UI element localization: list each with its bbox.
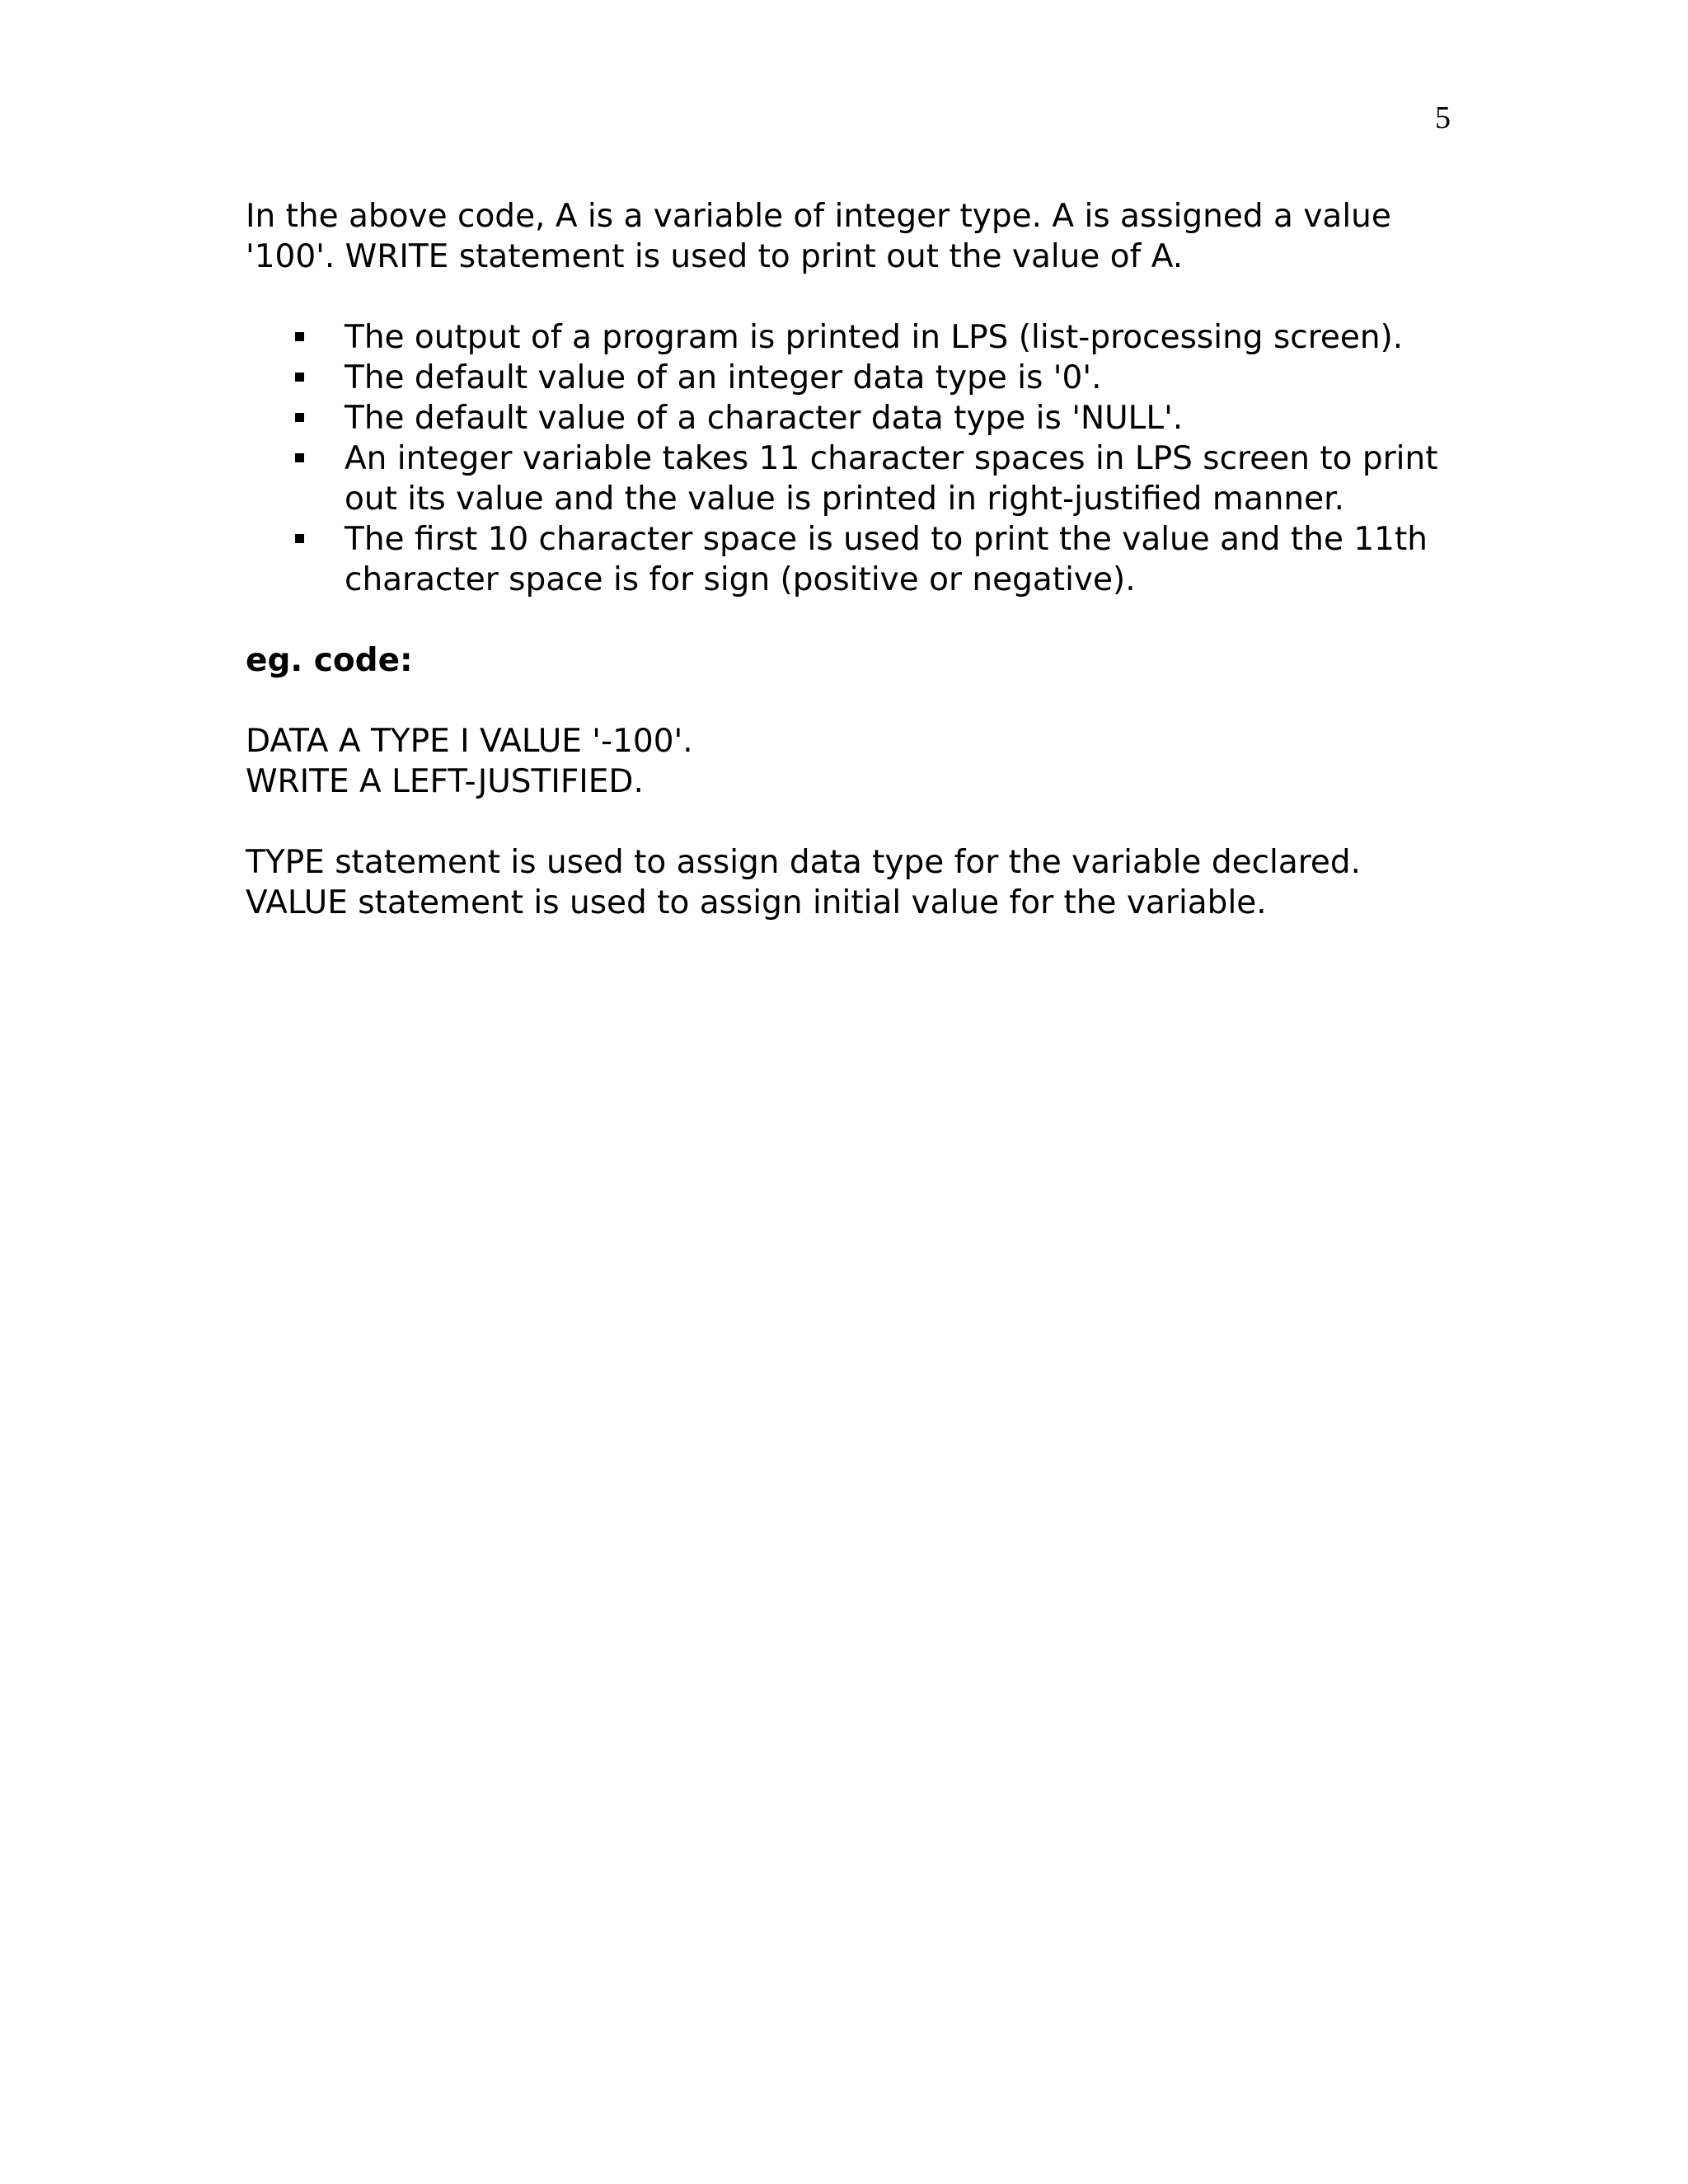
- page-content: [246, 196, 1498, 923]
- code-example: [246, 721, 1498, 802]
- bullet-item: [246, 398, 1498, 438]
- code-line: DATA A TYPE I VALUE '-100'.: [246, 723, 693, 760]
- intro-line: In the above code, A is a variable of integer type. A is assigned a value: [246, 198, 1391, 235]
- bullet-text: The first 10 character space is used to print the value and the 11th: [345, 521, 1428, 558]
- bullet-text: An integer variable takes 11 character spaces in LPS screen to print: [345, 440, 1438, 477]
- bullet-item: [246, 317, 1498, 358]
- bullet-text: The default value of an integer data type is '0'.: [345, 359, 1102, 396]
- notes-paragraph: [246, 842, 1498, 923]
- bullet-text: out its value and the value is printed in right-justified manner.: [345, 480, 1344, 518]
- intro-line: '100'. WRITE statement is used to print out the value of A.: [246, 238, 1184, 275]
- square-bullet-icon: [295, 373, 304, 382]
- bullet-text: The default value of a character data type is 'NULL'.: [345, 400, 1184, 437]
- square-bullet-icon: [295, 413, 304, 422]
- intro-paragraph: [246, 196, 1498, 277]
- bullet-item: [246, 358, 1498, 398]
- code-line: WRITE A LEFT-JUSTIFIED.: [246, 763, 644, 800]
- bullet-list: [246, 317, 1498, 600]
- notes-line: TYPE statement is used to assign data type for the variable declared.: [246, 844, 1362, 881]
- square-bullet-icon: [295, 332, 304, 341]
- square-bullet-icon: [295, 453, 304, 462]
- example-heading: eg. code:: [246, 642, 413, 679]
- square-bullet-icon: [295, 534, 304, 543]
- page-number: 5: [1435, 101, 1451, 135]
- bullet-text: The output of a program is printed in LPS (list-processing screen).: [345, 319, 1404, 356]
- bullet-item: [246, 438, 1498, 519]
- bullet-text: character space is for sign (positive or negative).: [345, 561, 1136, 598]
- notes-line: VALUE statement is used to assign initial value for the variable.: [246, 884, 1267, 921]
- bullet-item: [246, 519, 1498, 600]
